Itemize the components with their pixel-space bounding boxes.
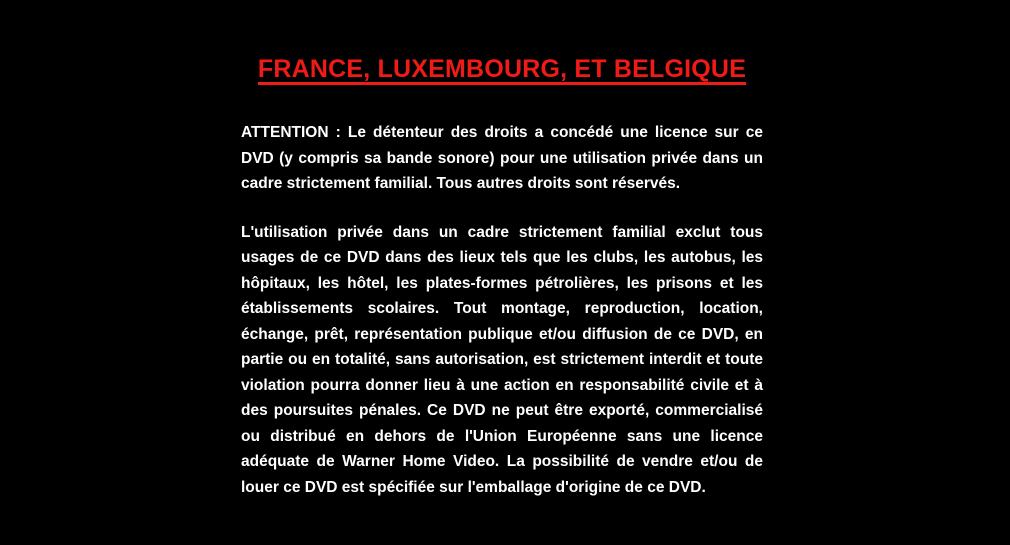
attention-paragraph: ATTENTION : Le détenteur des droits a concédé une licence sur ce DVD (y compris sa bande sonore) pour une utilisation privée dans un cadre strictement familial. Tous autres droits sont réservés.: [241, 124, 763, 192]
notice-content: [241, 55, 763, 500]
page-title: FRANCE, LUXEMBOURG, ET BELGIQUE: [257, 55, 747, 83]
usage-restrictions-paragraph: L'utilisation privée dans un cadre strictement familial exclut tous usages de ce DVD dans des lieux tels que les clubs, les autobus, les hôpitaux, les hôtel, les plates-formes pétrolières, les prisons et les établissements scolaires. Tout montage, reproduction, location, échange, prêt, représentation publique et/ou diffusion de ce DVD, en partie ou en totalité, sans autorisation, est strictement interdit et toute violation pourra donner lieu à une action en responsabilité civile et à des poursuites pénales. Ce DVD ne peut être exporté, commercialisé ou distribué en dehors de l'Union Européenne sans une licence adéquate de Warner Home Video. La possibilité de vendre et/ou de louer ce DVD est spécifiée sur l'emballage d'origine de ce DVD.: [241, 223, 763, 496]
